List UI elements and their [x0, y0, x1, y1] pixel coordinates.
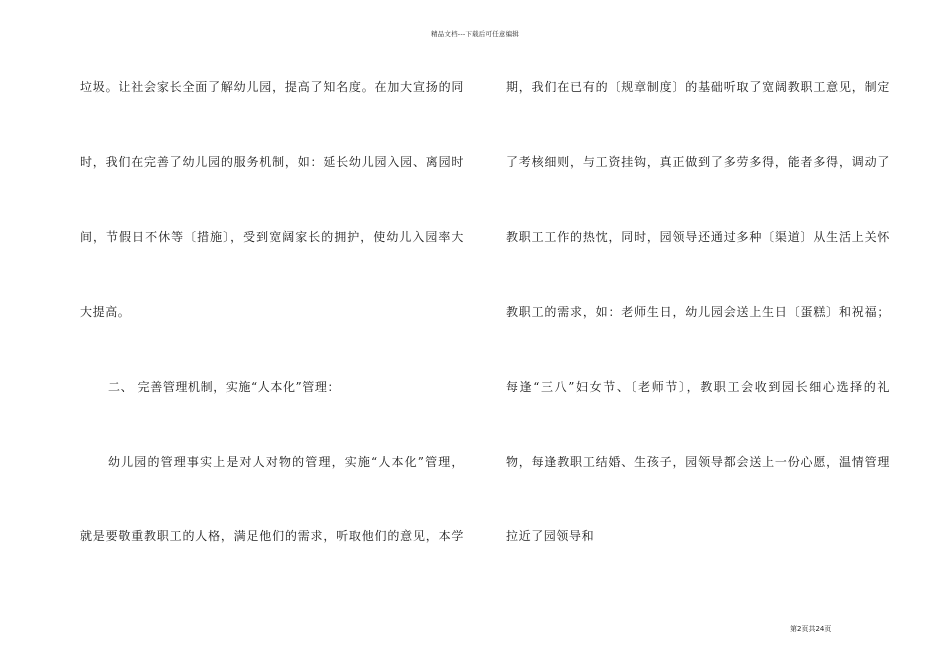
right-line-4: 教职工的需求，如：老师生日，幼儿园会送上生日〔蛋糕〕和祝福； [506, 305, 890, 319]
left-line-1: 垃圾。让社会家长全面了解幼儿园，提高了知名度。在加大宣扬的同 [80, 80, 464, 94]
section-heading: 二、 完善管理机制，实施“人本化”管理： [108, 380, 341, 394]
left-line-3: 间，节假日不休等〔措施〕，受到宽阔家长的拥护，使幼儿入园率大 [80, 230, 464, 244]
left-line-7: 就是要敬重教职工的人格，满足他们的需求，听取他们的意见，本学 [80, 529, 464, 543]
left-line-6: 幼儿园的管理事实上是对人对物的管理，实施“人本化”管理， [108, 455, 464, 469]
right-line-6: 物，每逢教职工结婚、生孩子，园领导都会送上一份心愿，温情管理 [506, 455, 890, 469]
right-line-5: 每逢“三八”妇女节、〔老师节〕，教职工会收到园长细心选择的礼 [506, 380, 890, 394]
right-line-2: 了考核细则，与工资挂钩，真正做到了多劳多得，能者多得，调动了 [506, 155, 890, 169]
left-line-2: 时，我们在完善了幼儿园的服务机制，如：延长幼儿园入园、离园时 [80, 155, 464, 169]
page-header: 精品文档---下载后可任意编辑 [430, 30, 520, 38]
page-number: 第2页共24页 [790, 625, 832, 633]
left-line-4: 大提高。 [80, 305, 131, 319]
right-line-7: 拉近了园领导和 [506, 529, 595, 543]
right-line-3: 教职工工作的热忱，同时，园领导还通过多种〔渠道〕从生活上关怀 [506, 230, 890, 244]
right-line-1: 期，我们在已有的〔规章制度〕的基础听取了宽阔教职工意见，制定 [506, 80, 890, 94]
